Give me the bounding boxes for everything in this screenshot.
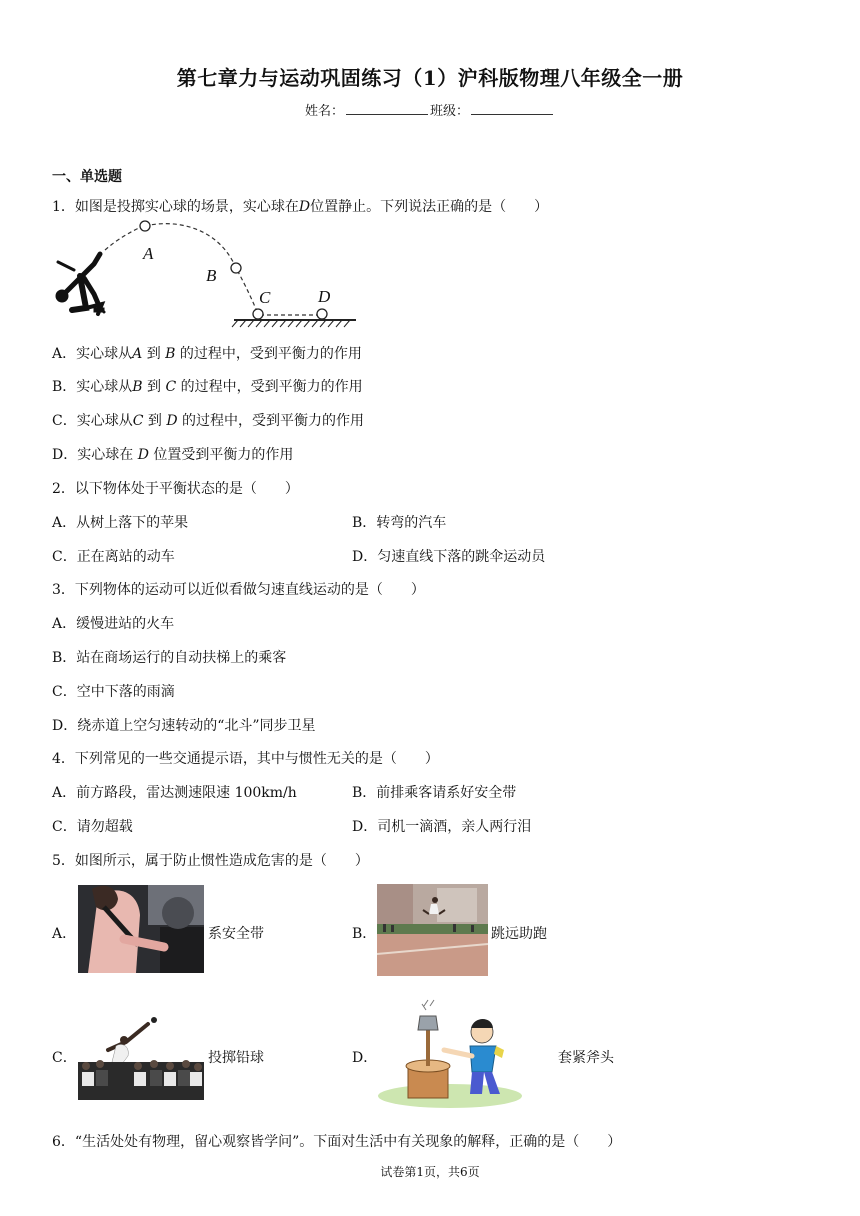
- option-key: D．: [52, 718, 78, 734]
- option-key: C．: [52, 413, 77, 429]
- option-key: C．: [52, 819, 77, 835]
- question-2-option-d[interactable]: [352, 546, 545, 566]
- axe-cartoon: [378, 996, 528, 1110]
- question-3-option-b[interactable]: [52, 647, 286, 667]
- option-text: 位置受到平衡力的作用: [153, 447, 294, 463]
- option-var: B: [165, 346, 176, 362]
- question-text: 下列常见的一些交通提示语，其中与惯性无关的是（ ）: [74, 751, 439, 767]
- question-number: 6．: [52, 1134, 75, 1150]
- option-var: A: [132, 346, 143, 362]
- question-4-option-d[interactable]: [352, 816, 531, 836]
- option-text: 实心球从: [76, 413, 133, 429]
- option-var: C: [165, 379, 177, 395]
- option-text: 站在商场运行的自动扶梯上的乘客: [76, 650, 287, 666]
- figure-label-c: C: [259, 288, 271, 307]
- question-2-option-c[interactable]: [52, 546, 175, 566]
- question-4-option-b[interactable]: [352, 782, 516, 802]
- option-text: 的过程中，受到平衡力的作用: [182, 413, 365, 429]
- long-jump-photo: [377, 884, 488, 976]
- question-number: 3．: [52, 582, 75, 598]
- class-blank[interactable]: [471, 102, 553, 115]
- page-footer: 试卷第1页，共6页: [380, 1165, 480, 1179]
- question-6-stem: [52, 1131, 621, 1151]
- figure-label-a: A: [143, 244, 154, 263]
- option-key: A．: [52, 515, 77, 531]
- option-var: B: [132, 379, 143, 395]
- option-text: 从树上落下的苹果: [76, 515, 189, 531]
- option-key: A．: [52, 616, 77, 632]
- page-title: 第七章力与运动巩固练习（1）沪科版物理八年级全一册: [176, 66, 684, 90]
- question-2-option-b[interactable]: [352, 512, 446, 532]
- question-text: 位置静止。下列说法正确的是（ ）: [310, 199, 549, 215]
- option-key: B．: [352, 785, 377, 801]
- option-text: 绕赤道上空匀速转动的“北斗”同步卫星: [77, 718, 316, 734]
- option-text: 到: [147, 379, 162, 395]
- question-3-stem: [52, 579, 425, 599]
- question-text: 如图所示，属于防止惯性造成危害的是（ ）: [74, 853, 369, 869]
- shot-put-photo: [78, 1012, 204, 1100]
- option-text: 到: [147, 413, 162, 429]
- question-3-option-d[interactable]: [52, 715, 316, 735]
- option-text: 实心球从: [76, 379, 133, 395]
- question-1-option-a[interactable]: [52, 343, 362, 363]
- option-var: D: [137, 447, 149, 463]
- question-3-option-a[interactable]: [52, 613, 174, 633]
- figure-label-d: D: [318, 287, 331, 306]
- question-1-option-c[interactable]: [52, 410, 364, 430]
- question-number: 1．: [52, 199, 75, 215]
- name-blank[interactable]: [346, 102, 428, 115]
- question-5-option-d-key[interactable]: D．: [352, 1050, 378, 1066]
- question-text: 以下物体处于平衡状态的是（ ）: [74, 481, 299, 497]
- option-key: A．: [52, 346, 77, 362]
- question-3-option-c[interactable]: [52, 681, 175, 701]
- question-2-option-a[interactable]: [52, 512, 188, 532]
- option-text: 的过程中，受到平衡力的作用: [180, 379, 363, 395]
- option-text: 实心球从: [76, 346, 133, 362]
- option-text: 匀速直线下落的跳伞运动员: [377, 549, 546, 565]
- question-number: 4．: [52, 751, 75, 767]
- question-1-stem: [52, 196, 548, 216]
- option-key: B．: [52, 650, 77, 666]
- question-4-stem: [52, 748, 439, 768]
- option-text: 空中下落的雨滴: [76, 684, 175, 700]
- question-text: 下列物体的运动可以近似看做匀速直线运动的是（ ）: [74, 582, 425, 598]
- question-5-option-a-text: 系安全带: [208, 926, 264, 942]
- question-2-stem: [52, 478, 299, 498]
- option-text: 请勿超载: [76, 819, 133, 835]
- option-key: D．: [352, 819, 378, 835]
- option-text: 的过程中，受到平衡力的作用: [179, 346, 362, 362]
- option-key: C．: [52, 684, 77, 700]
- option-text: 实心球在: [77, 447, 134, 463]
- question-1-option-b[interactable]: [52, 376, 363, 396]
- option-key: A．: [52, 785, 77, 801]
- option-key: C．: [52, 549, 77, 565]
- question-5-option-b-key[interactable]: B．: [352, 926, 377, 942]
- question-1-option-d[interactable]: [52, 444, 293, 464]
- option-text: 缓慢进站的火车: [76, 616, 175, 632]
- question-number: 5．: [52, 853, 75, 869]
- question-var: D: [298, 199, 311, 215]
- class-label: 班级：: [430, 104, 470, 119]
- question-number: 2．: [52, 481, 75, 497]
- option-text: 司机一滴酒，亲人两行泪: [377, 819, 532, 835]
- question-text: “生活处处有物理，留心观察皆学问”。下面对生活中有关现象的解释，正确的是（ ）: [74, 1134, 622, 1150]
- option-key: B．: [352, 515, 377, 531]
- question-text: 如图是投掷实心球的场景，实心球在: [74, 199, 299, 215]
- seat-belt-photo: [78, 885, 204, 973]
- question-5-stem: [52, 850, 369, 870]
- option-text: 前方路段，雷达测速限速 100km/h: [76, 785, 297, 801]
- question-5-option-c-text: 投掷铅球: [208, 1050, 264, 1066]
- option-text: 到: [146, 346, 161, 362]
- option-text: 前排乘客请系好安全带: [376, 785, 517, 801]
- question-5-option-b-text: 跳远助跑: [491, 926, 547, 942]
- question-4-option-c[interactable]: [52, 816, 133, 836]
- option-var: C: [132, 413, 144, 429]
- option-var: D: [166, 413, 178, 429]
- question-5-option-a-key[interactable]: A．: [52, 926, 77, 942]
- option-text: 正在离站的动车: [76, 549, 175, 565]
- option-key: D．: [352, 549, 378, 565]
- option-text: 转弯的汽车: [376, 515, 447, 531]
- section-heading: 一、单选题: [52, 169, 122, 185]
- figure-label-b: B: [206, 266, 217, 285]
- question-4-option-a[interactable]: [52, 782, 297, 802]
- name-label: 姓名：: [304, 104, 344, 119]
- question-5-option-d-text: 套紧斧头: [558, 1050, 614, 1066]
- student-info-line: [0, 100, 860, 119]
- option-key: D．: [52, 447, 78, 463]
- shot-put-figure: [50, 214, 370, 332]
- question-5-option-c-key[interactable]: C．: [52, 1050, 77, 1066]
- option-key: B．: [52, 379, 77, 395]
